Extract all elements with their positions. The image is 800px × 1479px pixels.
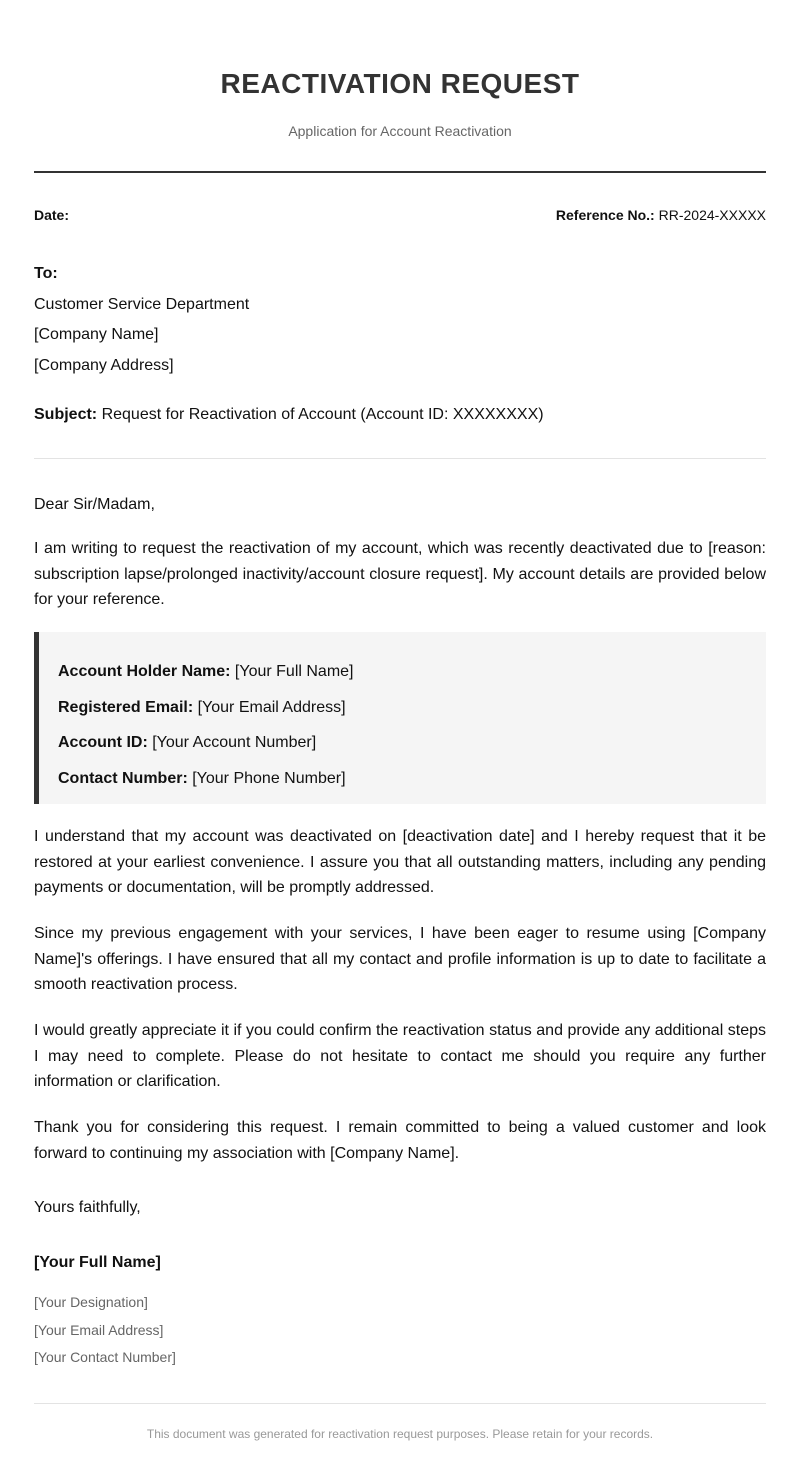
closing-salutation: Yours faithfully, [34,1199,141,1216]
account-details-box [34,632,766,804]
subject-text: Request for Reactivation of Account (Account ID: XXXXXXXX) [101,406,544,423]
signature-email: [Your Email Address] [34,1321,164,1338]
document-title: REACTIVATION REQUEST [220,68,580,99]
intro-paragraph: I am writing to request the reactivation of my account, which was recently deactivated due to [reason: subscription lapse/prolonged inactivity/account closure request]. My account details are provided below for your reference. [34,540,766,608]
header-divider [34,171,766,173]
detail-value: [Your Phone Number] [192,769,346,787]
detail-label: Account Holder Name: [58,663,231,680]
subject-line [34,406,544,424]
signature-name: [Your Full Name] [34,1254,161,1271]
reference-value: RR-2024-XXXXX [658,207,766,223]
reference-label: Reference No.: [555,207,655,223]
detail-item-email [58,690,766,726]
date-field [34,207,69,223]
signature-designation: [Your Designation] [34,1294,148,1310]
greeting: Dear Sir/Madam, [34,496,155,513]
detail-item-contact [58,761,766,797]
signature-details [34,1289,176,1372]
recipient-line: Customer Service Department [34,295,250,313]
body-paragraph: Thank you for considering this request. I remain committed to being a valued customer and look forward to continuing my association with [Company Name]. [34,1119,766,1162]
recipient-line: [Company Address] [34,356,174,374]
recipient-block [34,259,249,381]
footer-note: This document was generated for reactivation request purposes. Please retain for your records. [146,1427,654,1441]
detail-item-account-id [58,725,766,761]
signature-contact: [Your Contact Number] [34,1349,176,1365]
recipient-line: [Company Name] [34,326,159,343]
detail-value: [Your Email Address] [197,698,346,716]
detail-label: Account ID: [58,734,148,751]
detail-value: [Your Full Name] [234,663,354,680]
document-subtitle: Application for Account Reactivation [288,123,512,139]
detail-item-holder-name [58,654,766,690]
date-label: Date: [34,207,70,223]
body-paragraph: Since my previous engagement with your services, I have been eager to resume using [Company Name]'s offerings. I have ensured that all my contact and profile information is up to date to facilitate a smooth reactivation process. [34,925,766,993]
recipient-label: To: [34,265,58,282]
body-paragraph: I understand that my account was deactivated on [deactivation date] and I hereby request that it be restored at your earliest convenience. I assure you that all outstanding matters, including any pending payments or documentation, will be promptly addressed. [34,828,766,896]
body-paragraph: I would greatly appreciate it if you could confirm the reactivation status and provide any additional steps I may need to complete. Please do not hesitate to contact me should you require any further information or clarification. [34,1022,766,1090]
detail-value: [Your Account Number] [152,734,317,751]
reference-field [556,207,766,223]
subject-label: Subject: [34,406,98,423]
detail-label: Registered Email: [58,698,194,716]
footer-divider [34,1403,766,1404]
subject-divider [34,458,766,459]
detail-label: Contact Number: [58,769,188,787]
